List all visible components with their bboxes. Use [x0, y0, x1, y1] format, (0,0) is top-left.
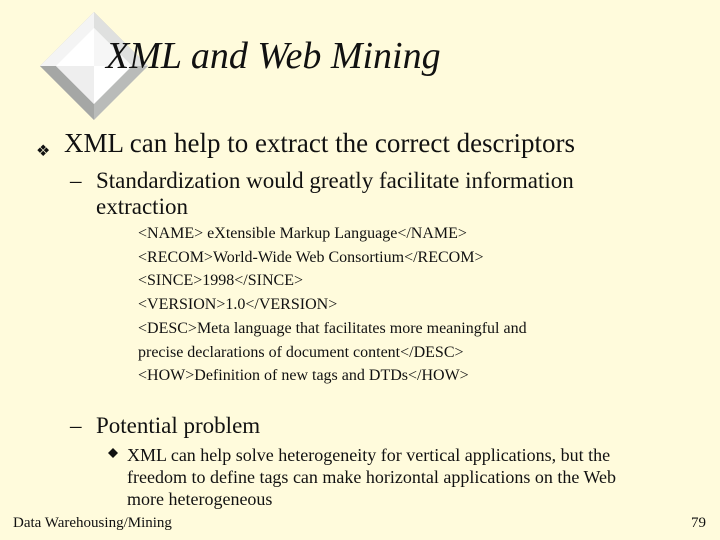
sub-sub-bullet-text — [127, 444, 687, 510]
sub-bullet-standardization — [96, 168, 656, 220]
sub-sub-bullet-line: freedom to define tags can make horizontal applications on the Web — [127, 467, 617, 487]
xml-line: <VERSION>1.0</VERSION> — [138, 296, 338, 314]
sub-sub-bullet-line: XML can help solve heterogeneity for vertical applications, but the — [127, 445, 611, 465]
slide-title: XML and Web Mining — [106, 35, 441, 77]
diamond-bullet-icon — [108, 448, 118, 458]
sub-bullet-potential-problem: Potential problem — [96, 413, 261, 438]
xml-example — [138, 222, 598, 388]
xml-line: <RECOM>World-Wide Web Consortium</RECOM> — [138, 248, 484, 266]
footer-course-name: Data Warehousing/Mining — [13, 515, 172, 531]
sub-bullet-line: extraction — [96, 194, 188, 219]
xml-line: <SINCE>1998</SINCE> — [138, 272, 303, 290]
xml-line: precise declarations of document content</DESC> — [138, 343, 464, 361]
xml-line: <HOW>Definition of new tags and DTDs</HOW> — [138, 367, 469, 385]
sub-sub-bullet-line: more heterogeneous — [127, 489, 273, 509]
page-number: 79 — [691, 515, 706, 531]
xml-line: <DESC>Meta language that facilitates more meaningful and — [138, 319, 527, 337]
clover-bullet-icon: ❖ — [36, 143, 51, 160]
dash-bullet-icon: – — [70, 168, 82, 193]
bullet-main-text: XML can help to extract the correct descriptors — [64, 128, 576, 158]
xml-line: <NAME> eXtensible Markup Language</NAME> — [138, 225, 467, 242]
dash-bullet-icon: – — [70, 413, 82, 438]
sub-bullet-line: Standardization would greatly facilitate information — [96, 168, 574, 193]
